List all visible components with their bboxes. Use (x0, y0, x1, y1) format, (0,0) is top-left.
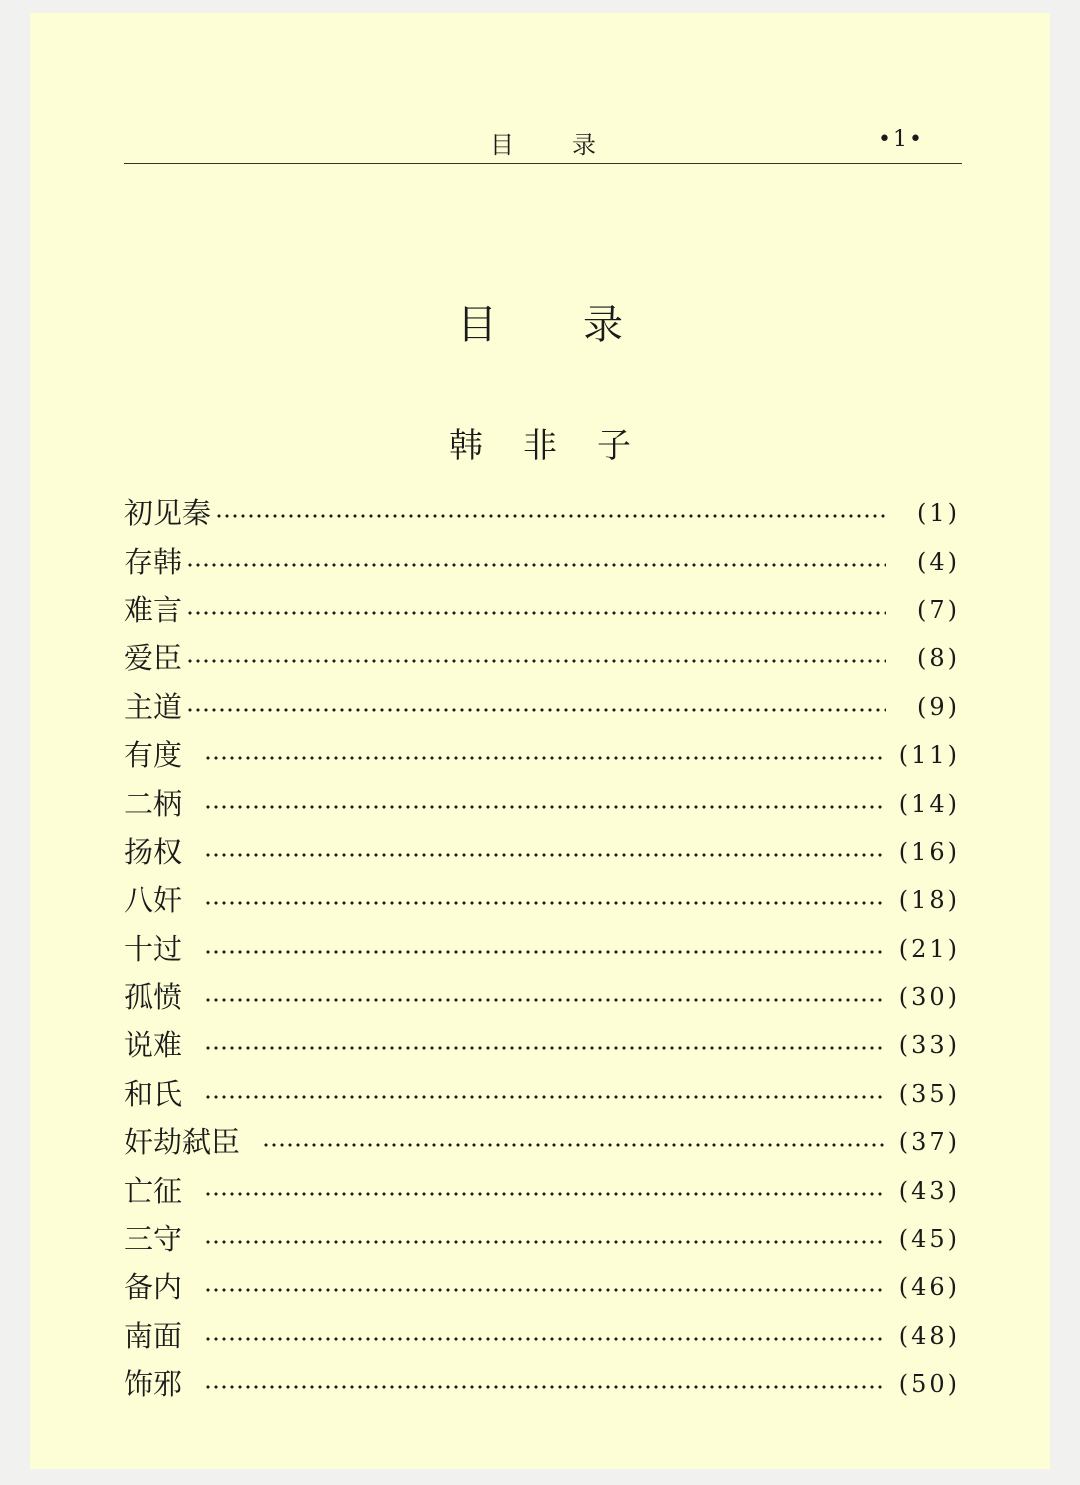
dot-leader (186, 708, 886, 712)
toc-entry (124, 489, 960, 537)
toc-entry (124, 1312, 960, 1360)
toc-entry-title: 十过 (124, 931, 183, 966)
running-title: 目录 (490, 131, 654, 159)
toc-entry-title: 南面 (124, 1318, 183, 1353)
page-title: 目录 (457, 302, 709, 348)
toc-entry-page: (14) (898, 789, 960, 818)
toc-entry (124, 634, 960, 682)
dot-leader (204, 1337, 885, 1341)
toc-entry-title: 存韩 (124, 544, 183, 579)
toc-entry (124, 1166, 960, 1214)
toc-entry-page: (11) (898, 741, 960, 770)
dot-leader (204, 1192, 885, 1196)
toc-entry-title: 二柄 (124, 786, 183, 821)
dot-leader (215, 514, 886, 518)
toc-entry-title: 扬权 (124, 834, 183, 869)
dot-leader (204, 853, 885, 857)
toc-entry-page: (48) (898, 1321, 960, 1350)
dot-leader (262, 1143, 885, 1147)
dot-leader (204, 1288, 885, 1292)
book-page (30, 13, 1050, 1469)
dot-leader (204, 950, 885, 954)
toc-entry (124, 925, 960, 973)
section-title: 韩非子 (449, 426, 671, 466)
dot-leader (204, 1095, 885, 1099)
toc-entry-title: 孤愤 (124, 980, 183, 1015)
toc-entry (124, 973, 960, 1021)
toc-entry-page: (50) (898, 1370, 960, 1399)
toc-entry (124, 586, 960, 634)
toc-entry-page: (35) (898, 1079, 960, 1108)
toc-entry-page: (18) (898, 886, 960, 915)
toc-entry-page: (46) (898, 1273, 960, 1302)
toc-entry-title: 饰邪 (124, 1367, 183, 1402)
toc-entry (124, 537, 960, 585)
toc-entry-page: (7) (917, 595, 960, 624)
toc-entry (124, 779, 960, 827)
toc-entry-title: 主道 (124, 689, 183, 724)
toc-entry-page: (37) (898, 1128, 960, 1157)
dot-leader (186, 611, 886, 615)
toc-entry-page: (8) (917, 644, 960, 673)
toc-entry-title: 和氏 (124, 1076, 183, 1111)
toc-entry-title: 初见秦 (124, 496, 212, 531)
toc-entry-title: 说难 (124, 1028, 183, 1063)
toc-entry (124, 1360, 960, 1408)
page-number: •1• (878, 127, 924, 152)
toc-entry-page: (33) (898, 1031, 960, 1060)
toc-entry-title: 奸劫弑臣 (124, 1125, 241, 1160)
dot-leader (204, 998, 885, 1002)
toc-entry (124, 1021, 960, 1069)
toc-entry-page: (45) (898, 1225, 960, 1254)
toc-entry-title: 爱臣 (124, 641, 183, 676)
table-of-contents (124, 489, 960, 1408)
toc-entry-title: 难言 (124, 592, 183, 627)
dot-leader (186, 659, 886, 663)
toc-entry-title: 三守 (124, 1222, 183, 1257)
dot-leader (204, 1385, 885, 1389)
toc-entry-page: (16) (898, 837, 960, 866)
toc-entry-page: (9) (917, 692, 960, 721)
running-header (124, 117, 962, 164)
toc-entry (124, 828, 960, 876)
toc-entry-page: (21) (898, 934, 960, 963)
toc-entry-title: 亡征 (124, 1173, 183, 1208)
dot-leader (204, 1046, 885, 1050)
toc-entry (124, 1263, 960, 1311)
dot-leader (204, 1240, 885, 1244)
toc-entry (124, 683, 960, 731)
toc-entry (124, 876, 960, 924)
toc-entry (124, 1118, 960, 1166)
toc-entry-title: 八奸 (124, 883, 183, 918)
dot-leader (204, 805, 885, 809)
toc-entry-title: 备内 (124, 1270, 183, 1305)
toc-entry-page: (1) (917, 499, 960, 528)
dot-leader (204, 756, 885, 760)
toc-entry-page: (30) (898, 983, 960, 1012)
dot-leader (186, 563, 886, 567)
toc-entry (124, 1215, 960, 1263)
toc-entry-title: 有度 (124, 738, 183, 773)
toc-entry-page: (43) (898, 1176, 960, 1205)
toc-entry (124, 731, 960, 779)
toc-entry (124, 1070, 960, 1118)
dot-leader (204, 901, 885, 905)
toc-entry-page: (4) (917, 547, 960, 576)
